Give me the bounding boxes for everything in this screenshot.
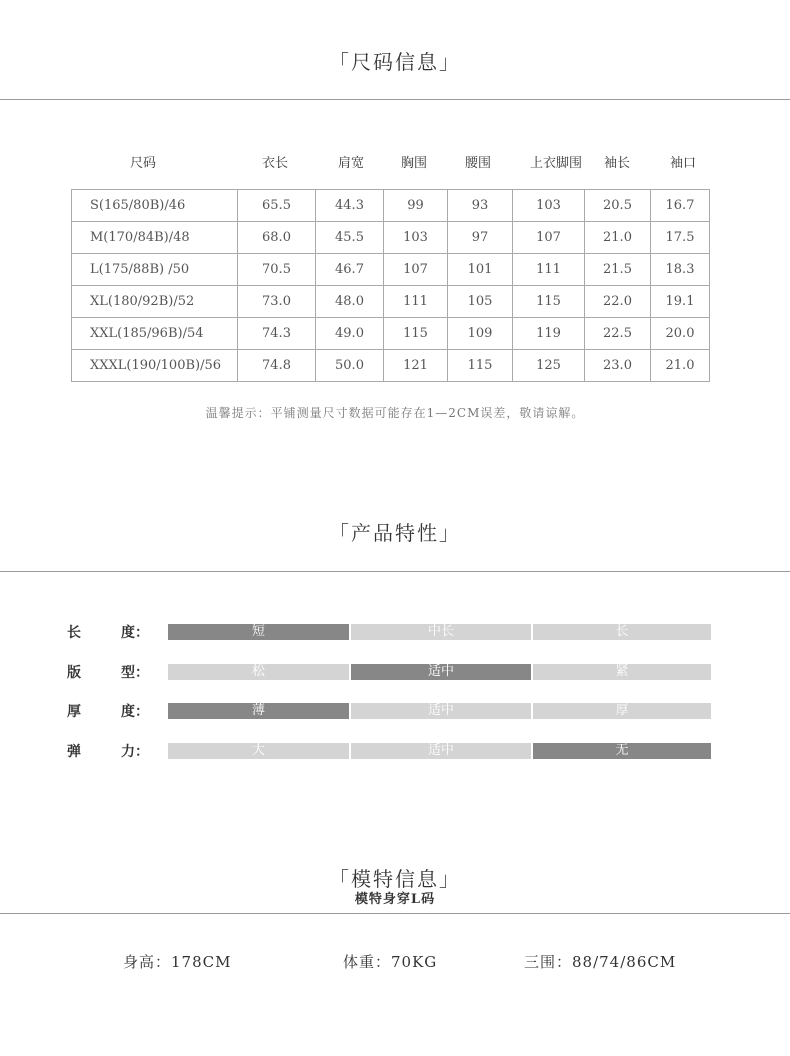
model-subtitle: 模特身穿L码 xyxy=(354,892,436,907)
table-cell: L(175/88B) /50 xyxy=(72,254,238,286)
table-cell: 20.5 xyxy=(585,190,651,222)
header-cuff: 袖口 xyxy=(669,156,696,171)
table-cell: 17.5 xyxy=(651,222,710,254)
model-weight: 体重：70KG xyxy=(343,953,438,971)
table-cell: 65.5 xyxy=(238,190,316,222)
table-row xyxy=(72,286,710,318)
feature-option: 长 xyxy=(533,624,711,640)
table-cell: 119 xyxy=(513,318,585,350)
feature-option: 大 xyxy=(168,743,349,759)
table-cell: 22.5 xyxy=(585,318,651,350)
table-cell: 46.7 xyxy=(316,254,384,286)
table-cell: 111 xyxy=(384,286,448,318)
table-cell: 19.1 xyxy=(651,286,710,318)
table-row xyxy=(72,190,710,222)
table-row xyxy=(72,254,710,286)
feature-label xyxy=(67,662,149,682)
model-height: 身高：178CM xyxy=(123,953,232,971)
table-cell: 101 xyxy=(448,254,513,286)
table-cell: 50.0 xyxy=(316,350,384,382)
table-cell: 103 xyxy=(513,190,585,222)
table-cell: XXXL(190/100B)/56 xyxy=(72,350,238,382)
feature-label-second: 度： xyxy=(121,704,149,720)
table-cell: 44.3 xyxy=(316,190,384,222)
table-cell: 73.0 xyxy=(238,286,316,318)
feature-row xyxy=(0,743,790,759)
table-cell: 74.8 xyxy=(238,350,316,382)
table-cell: 121 xyxy=(384,350,448,382)
table-cell: 23.0 xyxy=(585,350,651,382)
table-cell: 18.3 xyxy=(651,254,710,286)
header-size: 尺码 xyxy=(129,156,156,171)
table-row xyxy=(72,318,710,350)
table-cell: 115 xyxy=(384,318,448,350)
size-section-title: 「尺码信息」 xyxy=(329,50,461,74)
feature-option: 中长 xyxy=(351,624,531,640)
table-cell: M(170/84B)/48 xyxy=(72,222,238,254)
table-cell: 21.0 xyxy=(651,350,710,382)
feature-option: 薄 xyxy=(168,703,349,719)
feature-option: 短 xyxy=(168,624,349,640)
table-cell: 45.5 xyxy=(316,222,384,254)
table-cell: 115 xyxy=(513,286,585,318)
table-cell: S(165/80B)/46 xyxy=(72,190,238,222)
feature-option: 适中 xyxy=(351,664,531,680)
feature-label xyxy=(67,741,149,761)
table-cell: 99 xyxy=(384,190,448,222)
table-cell: 20.0 xyxy=(651,318,710,350)
header-shoulder: 肩宽 xyxy=(337,156,364,171)
table-cell: 109 xyxy=(448,318,513,350)
table-cell: 93 xyxy=(448,190,513,222)
divider xyxy=(0,571,790,572)
table-cell: 22.0 xyxy=(585,286,651,318)
size-table xyxy=(71,189,710,382)
table-cell: 16.7 xyxy=(651,190,710,222)
table-cell: 105 xyxy=(448,286,513,318)
feature-label-first: 弹 xyxy=(67,744,81,760)
table-cell: 107 xyxy=(384,254,448,286)
table-row xyxy=(72,350,710,382)
table-cell: 70.5 xyxy=(238,254,316,286)
model-section-title: 「模特信息」 xyxy=(329,867,461,891)
table-cell: 48.0 xyxy=(316,286,384,318)
feature-label xyxy=(67,622,149,642)
table-cell: 125 xyxy=(513,350,585,382)
table-cell: 97 xyxy=(448,222,513,254)
feature-option: 适中 xyxy=(351,703,531,719)
table-cell: 68.0 xyxy=(238,222,316,254)
divider xyxy=(0,913,790,914)
header-waist: 腰围 xyxy=(464,156,491,171)
table-cell: 103 xyxy=(384,222,448,254)
feature-label-second: 力： xyxy=(121,744,149,760)
table-cell: 115 xyxy=(448,350,513,382)
feature-label-second: 度： xyxy=(121,625,149,641)
table-cell: 111 xyxy=(513,254,585,286)
feature-row xyxy=(0,624,790,640)
table-cell: 21.0 xyxy=(585,222,651,254)
table-row xyxy=(72,222,710,254)
table-cell: 107 xyxy=(513,222,585,254)
header-length: 衣长 xyxy=(261,156,288,171)
header-chest: 胸围 xyxy=(400,156,427,171)
feature-label xyxy=(67,701,149,721)
table-cell: XL(180/92B)/52 xyxy=(72,286,238,318)
feature-row xyxy=(0,703,790,719)
feature-option: 无 xyxy=(533,743,711,759)
feature-option: 适中 xyxy=(351,743,531,759)
feature-label-first: 长 xyxy=(67,625,81,641)
table-cell: 49.0 xyxy=(316,318,384,350)
size-note: 温馨提示：平铺测量尺寸数据可能存在1—2CM误差，敬请谅解。 xyxy=(205,406,585,420)
feature-option: 松 xyxy=(168,664,349,680)
feature-label-second: 型： xyxy=(121,665,149,681)
table-cell: XXL(185/96B)/54 xyxy=(72,318,238,350)
feature-option: 紧 xyxy=(533,664,711,680)
feature-label-first: 版 xyxy=(67,665,81,681)
feature-label-first: 厚 xyxy=(67,704,81,720)
header-sleeve-length: 袖长 xyxy=(603,156,630,171)
model-measurements: 三围：88/74/86CM xyxy=(524,953,677,971)
feature-option: 厚 xyxy=(533,703,711,719)
header-hem: 上衣脚围 xyxy=(529,156,582,171)
divider xyxy=(0,99,790,100)
table-cell: 74.3 xyxy=(238,318,316,350)
table-cell: 21.5 xyxy=(585,254,651,286)
feature-row xyxy=(0,664,790,680)
feature-section-title: 「产品特性」 xyxy=(329,521,461,545)
